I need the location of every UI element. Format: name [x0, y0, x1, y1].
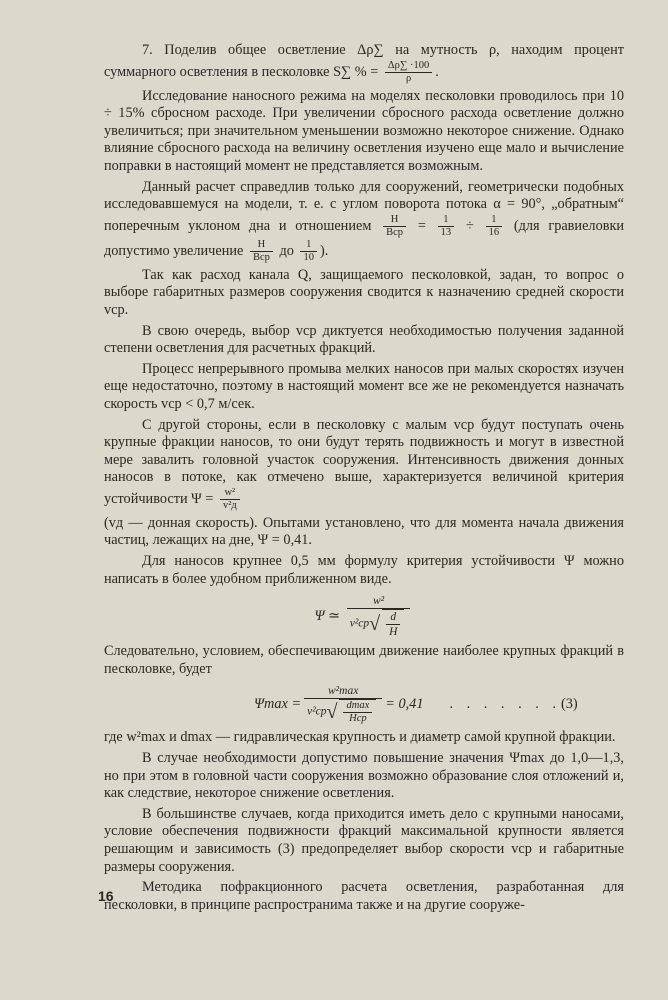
- paragraph-10: Следовательно, условием, обеспечивающим движение наиболее крупных фракций в песколовке, будет: [104, 643, 624, 677]
- paragraph-14: Методика пофракционного расчета осветления, разработанная для песколовки, в принципе распространима также и на другие сооруже-: [104, 879, 624, 913]
- paragraph-11: где w²max и dmax — гидравлическая крупность и диаметр самой крупной фракции.: [104, 729, 616, 746]
- paragraph-12: В случае необходимости допустимо повышение значения Ψmax до 1,0—1,3, но при этом в головной части сооружения возможно образование слоя отложений и, как следствие, некоторое снижение осветления.: [104, 750, 624, 802]
- formula-psi-max: Ψmax = w²max v²ср√ $\frac{dmax}{\text{Hср}}$ = 0,41 . . . . . . . (3): [254, 685, 578, 725]
- paragraph-13: В большинстве случаев, когда приходится иметь дело с крупными наносами, условие обеспечения подвижности фракций максимальной крупности является решающим и зависимость (3) предопределяет выбор скорости vср и габаритные размеры сооружения.: [104, 805, 624, 875]
- paragraph-5: В свою очередь, выбор vср диктуется необходимостью получения заданной степени осветления для расчетных фракций.: [104, 322, 624, 357]
- fraction-percent: $\frac{\Delta\rho\sum \cdot 100}{\rho}$: [385, 60, 432, 85]
- paragraph-1: 7. Поделив общее осветление Δρ∑ на мутность ρ, находим процент суммарного осветления в песколовке S∑ % = $\frac{\Delta\rho\sum \cdot 100}{\rho}$ .: [104, 42, 624, 84]
- paragraph-6: Процесс непрерывного промыва мелких наносов при малых скоростях изучен еще недостаточно, поэтому в настоящий момент все же не рекомендуется назначать скорость vср < 0,7 м/сек.: [104, 360, 624, 412]
- paragraph-2: Исследование наносного режима на моделях песколовки проводилось при 10 ÷ 15% сбросном расходе. При увеличении сбросного расхода осветление должно увеличиться; при значительном уменьшении возможно некоторое снижение. Однако влияние сбросного расхода на величину осветления изучено еще мало и вычисление поправки в настоящий момент не представляется возможным.: [104, 87, 624, 174]
- paragraph-7: С другой стороны, если в песколовку с малым vср будут поступать очень крупные фракции наносов, то они будут терять подвижность и могут в известной мере завалить головной участок сооружения. Интенсивность движения донных наносов в потоке, как отмечено выше, характеризуется величиной критерия устойчивости Ψ = $\frac{\text{w²}}{\text{v²д}}$: [104, 416, 624, 511]
- paragraph-4: Так как расход канала Q, защищаемого песколовкой, задан, то вопрос о выборе габаритных размеров сооружения сводится к назначению средней скорости vср.: [104, 266, 624, 318]
- paragraph-9: Для наносов крупнее 0,5 мм формулу критерия устойчивости Ψ можно написать в более удобном приближенном виде.: [104, 553, 624, 587]
- page-number: 16: [98, 888, 114, 904]
- fraction-psi: $\frac{\text{w²}}{\text{v²д}}$: [220, 487, 240, 512]
- formula-psi-approx: Ψ ≃ w² v²ср√ $\frac{d}{H}$: [104, 594, 624, 639]
- paragraph-3: Данный расчет справедлив только для сооружений, геометрически подобных исследовавшемуся на модели, т. е. с углом поворота потока α = 90°, „обратным“ поперечным уклоном дна и отношением $\frac{H}{\text{Bср}}$ = $\frac{1}{13}$ ÷ $\frac{1}{16}$ (для гравиеловки допустимо увеличение $\frac{H}{\text{Bср}}$ до $\frac{1}{10}$ ).: [104, 178, 625, 263]
- text-column: [104, 42, 624, 914]
- paragraph-8: (vд — донная скорость). Опытами установлено, что для момента начала движения частиц, лежащих на дне, Ψ = 0,41.: [104, 514, 624, 549]
